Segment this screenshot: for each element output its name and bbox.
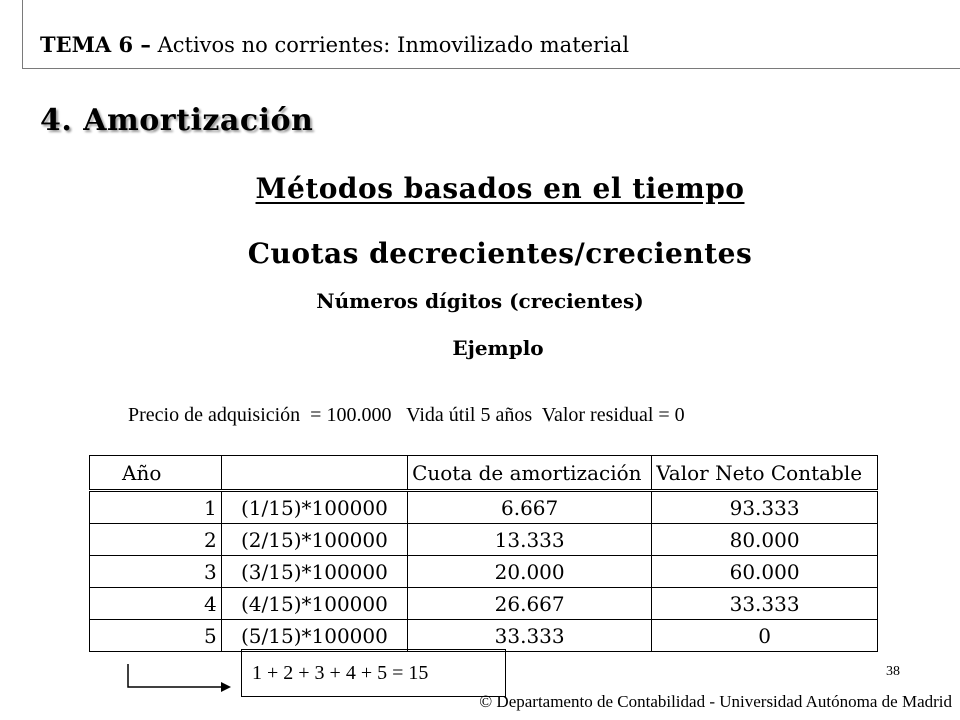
table-row (90, 491, 878, 524)
cell-charge: 33.333 (408, 620, 652, 652)
cell-net-value: 33.333 (652, 588, 878, 620)
table-row (90, 556, 878, 588)
method-subtitle: Números dígitos (crecientes) (316, 289, 644, 313)
main-title: Métodos basados en el tiempo (255, 172, 745, 205)
sum-of-digits-box: 1 + 2 + 3 + 4 + 5 = 15 (241, 649, 506, 697)
cell-year: 1 (90, 491, 222, 524)
cell-net-value: 60.000 (652, 556, 878, 588)
cell-formula: (5/15)*100000 (221, 620, 407, 652)
page-number: 38 (886, 664, 900, 679)
header-subtitle: Activos no corrientes: Inmovilizado material (157, 33, 630, 57)
cell-formula: (2/15)*100000 (221, 524, 407, 556)
example-parameters: Precio de adquisición = 100.000 Vida útil 5 años Valor residual = 0 (128, 404, 685, 426)
header-topic: TEMA 6 – (40, 32, 151, 57)
cell-net-value: 93.333 (652, 491, 878, 524)
cell-year: 4 (90, 588, 222, 620)
cell-charge: 26.667 (408, 588, 652, 620)
table-row (90, 620, 878, 652)
header-vertical-rule (22, 0, 23, 68)
header-annual-charge: Cuota de amortización (408, 456, 652, 491)
cell-charge: 13.333 (408, 524, 652, 556)
cell-charge: 6.667 (408, 491, 652, 524)
cell-charge: 20.000 (408, 556, 652, 588)
header-formula (221, 456, 407, 491)
slide-header (40, 32, 629, 57)
cell-year: 2 (90, 524, 222, 556)
cell-formula: (3/15)*100000 (221, 556, 407, 588)
cell-net-value: 80.000 (652, 524, 878, 556)
cell-year: 3 (90, 556, 222, 588)
arrow-icon (127, 664, 237, 694)
header-rule (22, 68, 960, 69)
table-row (90, 588, 878, 620)
cell-formula: (4/15)*100000 (221, 588, 407, 620)
amortization-table (89, 455, 878, 652)
cell-net-value: 0 (652, 620, 878, 652)
header-year: Año (90, 456, 222, 491)
header-net-book-value: Valor Neto Contable (652, 456, 878, 491)
cell-formula: (1/15)*100000 (221, 491, 407, 524)
section-title: 4. Amortización (40, 103, 314, 138)
secondary-title: Cuotas decrecientes/crecientes (247, 237, 753, 270)
copyright-footer: © Departamento de Contabilidad - Universidad Autónoma de Madrid (479, 692, 952, 711)
cell-year: 5 (90, 620, 222, 652)
table-header-row (90, 456, 878, 491)
table-row (90, 524, 878, 556)
example-label: Ejemplo (452, 336, 544, 360)
